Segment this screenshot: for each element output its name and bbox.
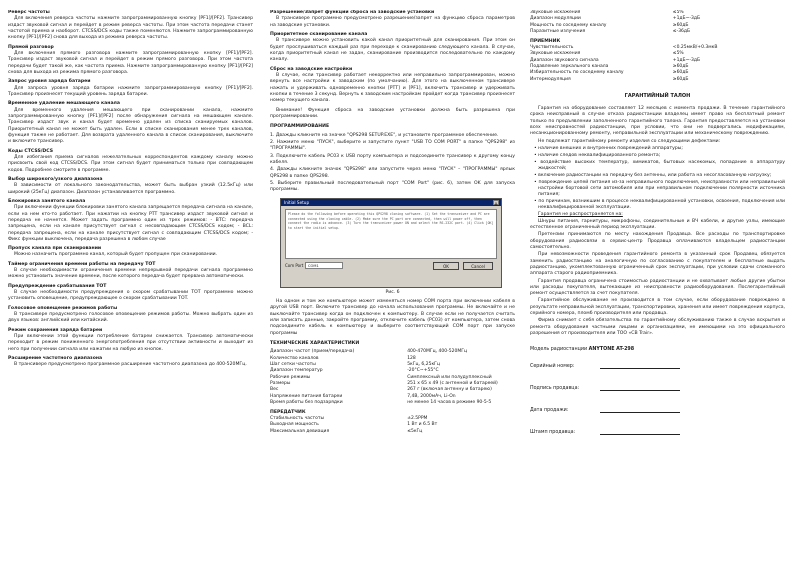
spec-value: 7,4В, 2000мАч, Li-On (407, 393, 456, 399)
section (8, 246, 253, 259)
dialog-controls (285, 262, 497, 270)
section (8, 262, 253, 281)
spec-name: Максимальная девиация (270, 428, 330, 434)
spec-name: Подавление зеркального канала (530, 63, 609, 69)
spec-value: Симплексный или полудуплексный (407, 374, 492, 380)
warranty-bullets (530, 146, 785, 212)
section-title: Предупреждение срабатывания TOT (8, 283, 107, 289)
warranty-paragraph: Фирма снимает с себя обязательства по гарантийному обслуживанию также в случае вскрытия и ремонта оборудования частными лицами и организациями, не имеющими на это официального разрешения от производителя или ТОО «СВ Trair». (530, 318, 785, 337)
spec-value: 400-470МГц, 400-520МГц (407, 349, 468, 355)
spec-name: Диапазон частот (прием/передача) (270, 349, 355, 355)
tx-continued-table (530, 10, 785, 36)
section-title: Блокировка занятого канала (8, 198, 86, 204)
programming-step: 4. Дважды кликните значок "QPS298" или запустите через меню "ПУСК" – "ПРОГРАММЫ" ярлык QPS298 в папке QPS298. (270, 167, 515, 179)
spec-value: ≥60дБ (672, 22, 689, 28)
section-title: Запрос уровня заряда батареи (8, 79, 91, 85)
programming-step: 3. Подключите кабель PC03 к USB порту компьютера и подсоедините трансивер к другому концу кабеля. (270, 153, 515, 165)
section-body: При включении функции блокировки занятого канала запрещается передача сигнала на канале, если на нем кто-то работает. При нажатии на кнопку PTT трансивер издаст звуковой сигнал и передача не начнется. Может задать программно один из трех режимов: - ВТС: передача запрещена, если на канале присутствует сигнал с несовпадающим CTCSS/DCS кодом; - BCL: передача запрещена, если на канале присутствует сигнал с совпадающим CTCSS/DCS кодом; - Фикс функции выключена, передача разрешена в любом случае (8, 205, 253, 242)
warranty-paragraph: Претензии принимаются по месту нахождения Продавца. Все расходы по транспортировке оборудования радиосвязи в сервис-центр Продавца оплачиваются владельцем радиостанции самостоятельно. (530, 232, 785, 250)
warranty-bullet: • наличие внешних и внутренних повреждений аппаратуры; (534, 145, 683, 151)
spec-value: 251 x 65 x 49 (с антенной и батареей) (407, 381, 498, 387)
spec-value: ≥60дБ (672, 70, 689, 76)
section-body: Для временного удаления мешающего при сканировании канала, нажмите запрограммированную кнопку [PF1]/[PF2] после обнаружения сигнала на мешающем канале. Трансивер издаст звук и канал будет временно удален из списка сканируемых каналов. Приоритетный канал не может быть удален. Если в списке сканирования менее трех каналов, функция также не работает. Для возврата удаленного канала в список сканирования, выключите и включите трансивер. (8, 107, 253, 145)
section (8, 306, 253, 325)
spec-name: Вес (270, 387, 279, 393)
spec-name: Звуковые искажения (530, 10, 581, 15)
section-title: Коды CTCSS/DCS (8, 148, 54, 154)
section (8, 79, 253, 98)
programming-title: ПРОГРАММИРОВАНИЕ (270, 124, 330, 130)
spec-value: ≤-36дБ (672, 29, 691, 35)
figure-caption: Рис. 6 (385, 289, 400, 295)
section (8, 328, 253, 353)
section-title: Прямой разговор (8, 44, 54, 50)
section-body: При включении этой функции потребление батареи снижается. Трансивер автоматически переходит в режим пониженного энергопотребления при отсутствии активности и выходит из него при получении сигнала или нажатии на любую из кнопок. (8, 334, 253, 352)
spec-value: <0.25мкВ/+0.3мкВ (672, 44, 718, 50)
initial-setup-dialog (280, 198, 502, 288)
section-body: Для избегания приема сигналов нежелательных корреспондентов каждому каналу можно присвоить свой код CTCSS/DCS. При этом сигнал будет приниматься только при совпадающем кодов. Подробнее смотрите в программе. (8, 154, 253, 173)
spec-value: 1 Вт и 6.5 Вт (407, 422, 438, 428)
section-body: В трансивере предусмотрено программное расширение частотного диапазона до 400-520МГц. (14, 362, 247, 368)
section-title: Реверс частоты (8, 10, 50, 15)
warranty-exclusions-heading: Гарантия не распространяется на: (538, 212, 623, 218)
spec-value: 267 г (включая антенну и батарею) (407, 387, 492, 393)
spec-name: Диапазон температур (270, 368, 323, 374)
warranty-paragraph: Гарантия продавца ограничена стоимостью радиостанции и не охватывает любые другие убытки или расходы покупателя, вытекающие из неисправности радиооборудования. Послегарантийный ремонт осуществляется за счет покупателя. (530, 278, 785, 297)
spec-name: Шаг сетки частоты (270, 361, 316, 367)
warranty-bullet: • включение радиостанции на передачу без антенны, или работа на несогласованную нагрузку; (534, 172, 772, 178)
spec-value: ±2.5PPM (407, 415, 428, 421)
field-label: Штамп продавца: (530, 430, 576, 436)
section-body: В случае, если трансивер работает некорректно или неправильно запрограммирован, можно вернуть все настройки к заводским (по умолчанию). Для этого на выключенном трансивере нажать и удерживать одновременно кнопки [PTT] и [PF1], включить трансивер и удерживать кнопки в течение 3 секунд. Вернуть к заводским настройкам пройдет когда трансивер произнесет номер текущего канала. (270, 72, 515, 104)
warranty-bullet: • воздействие высоких температур, химикатов, бытовых насекомых, попадание в аппаратуру жидкостей; (534, 159, 785, 171)
warranty-bullet: • наличие следов неквалифицированного ремонта; (534, 152, 661, 158)
spec-name: Диапазон модуляции (530, 16, 581, 22)
spec-value: ≤5кГц (407, 428, 423, 434)
warranty-paragraph: Гарантия на оборудование составляет 12 месяцев с момента продажи. В течение гарантийного срока неисправный в случае отказа радиостанции владелец имеет право на бесплатный ремонт только по предъявлении заполненного гарантийного талона. Гарантия предоставляется на установки всех неисправностей радиостанции, при условии, что они не подвергались модификациям, несанкционированному ремонту, неправильной эксплуатации или механическому повреждению. (530, 105, 785, 137)
section-body: В зависимости от локального законодательства, может быть выбран узкий (12.5кГц) или широкий (25кГц) диапазон. Диапазон устанавливается программно. (8, 183, 253, 195)
spec-name: Выходная мощность (270, 422, 319, 428)
section-body: В трансивере программно предусмотрено разрешение/запрет на функцию сброса параметров на заводские установки. (270, 16, 515, 28)
section (8, 149, 253, 174)
section (8, 199, 253, 243)
receiver-table (530, 45, 785, 83)
spec-value: не менее 14 часов в режиме 90-5-5 (407, 400, 492, 406)
transmitter-table (270, 416, 515, 435)
spec-name: Избирательность по соседнему каналу (530, 70, 624, 76)
specs-table (270, 349, 515, 406)
fill-in-line (600, 390, 680, 391)
model-label: Модель радиостанции (530, 347, 588, 353)
spec-name: Чувствительность (530, 44, 574, 50)
spec-value: 5кГц, 6,25кГц (407, 361, 440, 367)
col2-sections (270, 10, 515, 120)
spec-value: -20°C~+55°C (407, 368, 439, 374)
model-value: ANYTONE AT-298 (588, 347, 635, 353)
spec-row (270, 429, 515, 435)
spec-row (530, 29, 785, 35)
programming-note: На одном и том же компьютере может изменяться номер COM портa при включении кабеля в другой USB порт. Включите трансивер до начала использования программы. Не включайте и не выключайте трансивер когда он подключен к компьютеру. В случае если не получается считать или записать данные, закройте программу, отключите кабель (PC03) от компьютера, затем снова подсоедините кабель к компьютеру и выберите соответствующий COM порт при запуске программы (270, 298, 515, 336)
spec-value: ≤5% (672, 51, 684, 57)
transmitter-title: ПЕРЕДАТЧИК (270, 409, 306, 415)
model-line (530, 347, 785, 354)
section-body: Для включения прямого разговора нажмите запрограммированную кнопку [PF1]/[PF2]. Трансивер издаст звуковой сигнал и перейдет в режим прямого разговора. При этом частота передачи будет такой же, как частота приема. Нажмите запрограммированную кнопку [PF1]/[PF2] снова для выхода из режима прямого разговора. (8, 50, 253, 75)
warranty-field (530, 362, 785, 384)
spec-value: +1дБ~-3дБ (672, 57, 701, 63)
spec-name: Рабочие режимы (270, 374, 311, 380)
spec-name: Интермодуляция (530, 76, 571, 82)
warranty-field (530, 406, 785, 428)
section-body: Для включения реверса частоты нажмите запрограммированную кнопку [PF1]/[PF2]. Трансивер издаст звуковой сигнал и перейдет в режим реверса частоты. При этом частота передачи станет частотой приема и наоборот. CTCSS/DCS коды также поменяются. Нажмите запрограммированную кнопку [PF1]/[PF2] снова для выхода из режима реверса частоты. (8, 16, 253, 41)
section (8, 101, 253, 145)
section (270, 32, 515, 64)
spec-row (530, 77, 785, 83)
field-label: Дата продажи: (530, 408, 569, 414)
section-body: Внимание! Функция сброса на заводские установки должна быть разрешена при программировании. (270, 107, 515, 119)
column-left (8, 10, 253, 555)
spec-name: Диапазон звукового сигнала (530, 57, 599, 63)
spec-value: ≥60дБ (672, 63, 689, 69)
section (8, 356, 253, 369)
warranty-bullet: • по причинам, возникшим в процессе неквалифицированной установки, освоения, подключения или неквалифицированной эксплуатации. (534, 199, 785, 211)
section-body: Для запроса уровня заряда батареи нажмите запрограммированную кнопку [PF1]/[PF2]. Трансивер произнесет текущий уровень заряда батареи. (8, 85, 253, 97)
section-body: Можно назначить программно канал, который будет пропущен при сканировании. (14, 252, 218, 258)
section-title: Временное удаление мешающего канала (8, 101, 121, 107)
spec-value: +1дБ~-3дБ (672, 16, 701, 22)
section (8, 284, 253, 303)
section (270, 10, 515, 29)
cancel-button[interactable]: Cancel (463, 262, 493, 270)
com-port-label: Com Port (285, 263, 304, 269)
section-title: Пропуск канала при сканировании (8, 246, 102, 252)
programming-step: 2. Нажмите меню "ПУСК", выберите и запустите пункт "USB TO COM PORT" в папке "QPS298" из "ПРОГРАММЫ". (270, 139, 515, 152)
warranty-field (530, 384, 785, 406)
section (8, 177, 253, 196)
warranty-field (530, 428, 785, 450)
section-title: Разрешение/Запрет функции сброса на заводские установки (270, 10, 435, 15)
fill-in-line (600, 434, 680, 435)
spec-name: Количество каналов (270, 355, 319, 361)
com-port-select[interactable]: COM1 (305, 262, 343, 269)
warranty-bullet: • повреждение цепей питания из-за неправильного подключения, неисправности или неправильной настройки бортовой сети автомобиля или при неправильном подключении полярности источника питания; (534, 179, 785, 198)
section-body: В случае необходимости ограничения времени непрерывной передачи сигнала программно можно установить значение времени, после которого передача будет прервана автоматически. (8, 268, 253, 280)
spec-row (270, 400, 515, 406)
section-body: В случае необходимости предупреждения о скором срабатывании TOT программно можно установить оповещение, предупреждающее о скором срабатывании TOT. (8, 290, 253, 302)
warranty-fields (530, 362, 785, 450)
spec-name: Время работы без подзарядки (270, 400, 343, 406)
column-middle (270, 10, 515, 555)
fill-in-line (600, 368, 680, 369)
receiver-title: ПРИЕМНИК (530, 38, 561, 44)
spec-value: ≤5% (672, 10, 684, 15)
programming-step: 5. Выберите правильный последовательный порт "COM Port" (рис. 6), затем OK для запуска программы. (270, 180, 515, 193)
warranty-title: ГАРАНТИЙНЫЙ ТАЛОН (624, 93, 691, 100)
programming-step: 1. Дважды кликните на значке "QPS298 SETUP.EXE", и установите программное обеспечение. (270, 132, 499, 138)
warranty-paragraph: Шнуры питания, гарнитуры, микрофоны, соединительные и ВЧ кабели, и другие узлы, имеющие естественное ограниченный период эксплуатации. (530, 218, 785, 230)
section-body: В трансивере можно установить какой канал приоритетный для сканирования. При этом он будет прослушиваться каждый раз при переходе к сканированию следующего канала. В случае, когда приоритетный канал не задан, сканирование производится последовательно по каждому каналу. (270, 38, 515, 63)
spec-name: Мощность по соседнему каналу (530, 22, 607, 28)
spec-value: 128 (407, 355, 416, 361)
spec-name: Стабильность частоты (270, 415, 325, 421)
spec-value: ≥60дБ (672, 76, 689, 82)
section (8, 10, 253, 42)
section (270, 67, 515, 105)
spec-name: Звуковые искажения (530, 51, 581, 57)
fill-in-line (600, 412, 680, 413)
spec-name: Напряжение питания батареи (270, 393, 343, 399)
field-label: Подпись продавца: (530, 386, 580, 392)
column-right (530, 10, 785, 555)
section-title: Голосовое оповещение режимов работы (8, 305, 118, 311)
spec-name: Размеры (270, 381, 291, 387)
section-title: Таймер ограничения времени работы на передачу TOT (8, 261, 156, 267)
section-title: Расширение частотного диапазона (8, 356, 103, 362)
close-icon[interactable]: x (494, 200, 498, 206)
warranty-paragraph: Гарантийное обслуживание не производится в том случае, если оборудование повреждено в результате неправильной эксплуатации, транспортировки, хранения или имеет повреждения корпуса, серийного номера, пломб производителя или продавца. (530, 298, 785, 317)
ok-button[interactable]: OK (433, 262, 459, 270)
programming-steps (270, 133, 515, 194)
section-body: В трансивере предусмотрено голосовое оповещение режимов работы. Можно выбрать один из двух языков: английский или китайский. (8, 312, 253, 324)
section-title: Приоритетное сканирование канала (270, 31, 368, 37)
warranty-paragraph: При невозможности проведения гарантийного ремонта в указанный срок Продавец обязуется заменить радиостанцию на аналогичную по согласованию с покупателем и бесплатные выдать радиостанцию, укомплектованную ограниченный срок эксплуатации, при условии сдачи сломанного аппарата старого радиоприемника. (530, 252, 785, 277)
dialog-title: Initial Setup (281, 199, 501, 207)
section (270, 108, 515, 121)
section-title: Режим сохранения заряда батареи (8, 327, 103, 333)
spec-name: Паразитные излучения (530, 29, 586, 35)
section-title: Выбор широкого/узкого диапазона (8, 176, 103, 182)
section (8, 45, 253, 77)
dialog-instructions: Please do the following before operating this QPS298 cloning software. (1) Set the transceiver and PC are connected using the cloning cable. (2) Make sure the PC port are connected, then will power off, then connect the radio is advance. (3) Turn the transceiver power ON and select the RS-232C port. (4) Click [OK] to start the initial setup. (285, 209, 497, 259)
section-title: Сброс на заводские настройки (270, 66, 353, 72)
specs-title: ТЕХНИЧЕСКИЕ ХАРАКТЕРИСТИКИ (270, 340, 360, 346)
field-label: Серийный номер: (530, 364, 575, 370)
warranty-paragraph: Не подлежат гарантийному ремонту изделия со следующими дефектами: (538, 138, 721, 144)
